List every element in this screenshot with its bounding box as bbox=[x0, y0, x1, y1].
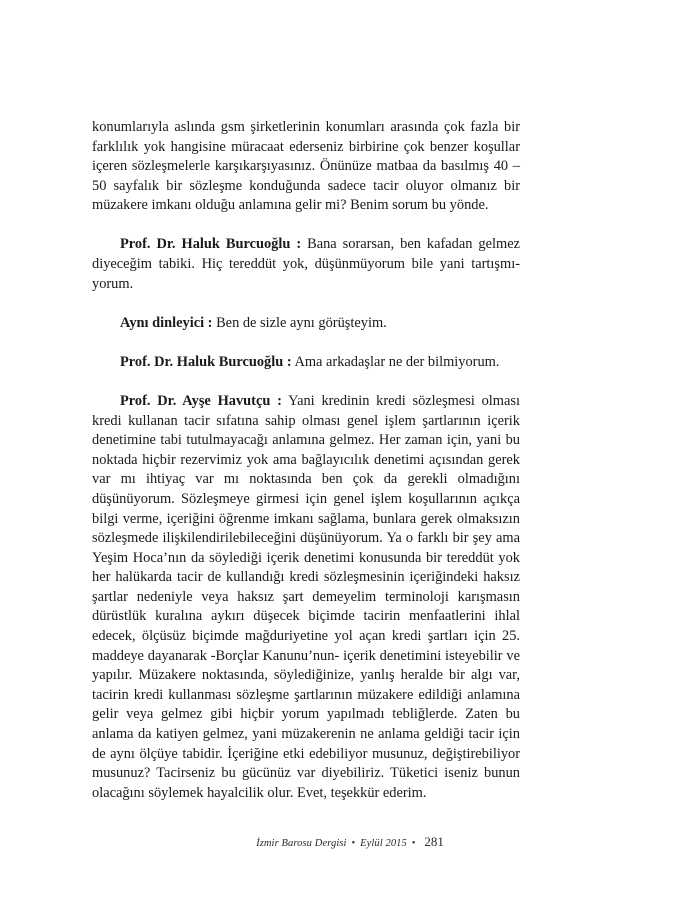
speaker-paragraph bbox=[92, 235, 520, 294]
speaker-paragraph bbox=[92, 392, 520, 803]
speaker-name: Prof. Dr. Haluk Burcuoğlu : bbox=[120, 236, 302, 253]
page-footer bbox=[0, 834, 700, 850]
page-body bbox=[92, 118, 520, 803]
issue-date: Eylül 2015 bbox=[360, 838, 407, 849]
paragraph-text: Yani kredinin kredi sözleşmesi olması kredi kullanan tacir sıfatına sahip olması genel işlem şartlarının içerik denetimine tabi tutulmayacağı anlamına gelmez. Her zaman için, yani bu noktada hiçbir rezervimiz yok ama bağlayıcılık denetimi açısından gerek var mı ihtiyaç var mı noktasında ben çok da gerekli olmadığını düşünüyorum. Sözleşmeye girmesi için genel işlem koşullarının açıkça bilgi verme, içeriğini öğrenme imkanı sağlama, bunlara gerek olmaksızın sözleşmede ilişkilendirilebileceğini düşünüyorum. Ya o farklı bir şey ama Yeşim Hoca’nın da söylediği içerik denetimi konusunda bir tereddüt yok her halükarda tacir de kullandığı kredi sözleşmesinin içeriğindeki haksız şartlar nedeniyle veya haksız şart demeyelim terminoloji karışmasın dürüstlük kuralına aykırı düşecek biçimde tacirin menfaatlerini ihlal edecek, ölçüsüz biçimde mağduriyetine yol açan kredi şartları için 25. maddeye dayanarak -Borçlar Kanunu’nun- içerik denetimini isteyebilir ve yapılır. Müzakere noktasında, söylediğinize, yanlış heralde bir algı var, tacirin kredi kullanması sözleşme şartlarının müzakere edildiği anlamına gelir veya gelmez gibi hiçbir yorum yapılmadı tebliğlerde. Zaten bu anlamа da katiyen gelmez, yani müzakerenin ne anlama geldiği tacir için de aynı ölçüye tabidir. İçeriğine etki edebiliyor musunuz, değiştirebiliyor musunuz? Tacirseniz bu gücünüz var diyebiliriz. Tüketici iseniz bunun olacağını söylemek hayalcilik olur. Evet, teşekkür ederim. bbox=[92, 392, 520, 801]
footer-separator: • bbox=[351, 838, 356, 849]
page-number: 281 bbox=[424, 834, 444, 849]
continued-paragraph bbox=[92, 118, 520, 216]
speaker-paragraph bbox=[92, 353, 520, 373]
speaker-name: Prof. Dr. Ayşe Havutçu : bbox=[120, 392, 282, 409]
paragraph-text: konumlarıyla aslında gsm şirketlerinin konumları arasında çok fazla bir farklılık yok hangisine müracaat ederseniz birbirine çok benzer koşullar içeren sözleşmelerle karşıkarşıyasınız. Önünüze matbaa da basılmış 40 – 50 sayfalık bir sözleşme konduğunda sadece tacir oluyor olmanız bir müzakere imkanı olduğu anlamına gelir mi? Benim sorum bu yönde. bbox=[92, 119, 520, 214]
paragraph-text: Bana sorarsan, ben kafadan gelmez diyeceğim tabiki. Hiç tereddüt yok, düşünmüyorum bile yani tartışmıyorum. bbox=[92, 236, 520, 292]
journal-name: İzmir Barosu Dergisi bbox=[256, 838, 347, 849]
paragraph-text: Ben de sizle aynı görüşteyim. bbox=[212, 314, 387, 331]
speaker-name: Prof. Dr. Haluk Burcuoğlu : bbox=[120, 353, 292, 370]
speaker-name: Aynı dinleyici : bbox=[120, 314, 213, 331]
paragraph-text: Ama arkadaşlar ne der bilmiyorum. bbox=[291, 353, 500, 370]
speaker-paragraph bbox=[92, 314, 520, 334]
footer-separator: • bbox=[411, 838, 416, 849]
